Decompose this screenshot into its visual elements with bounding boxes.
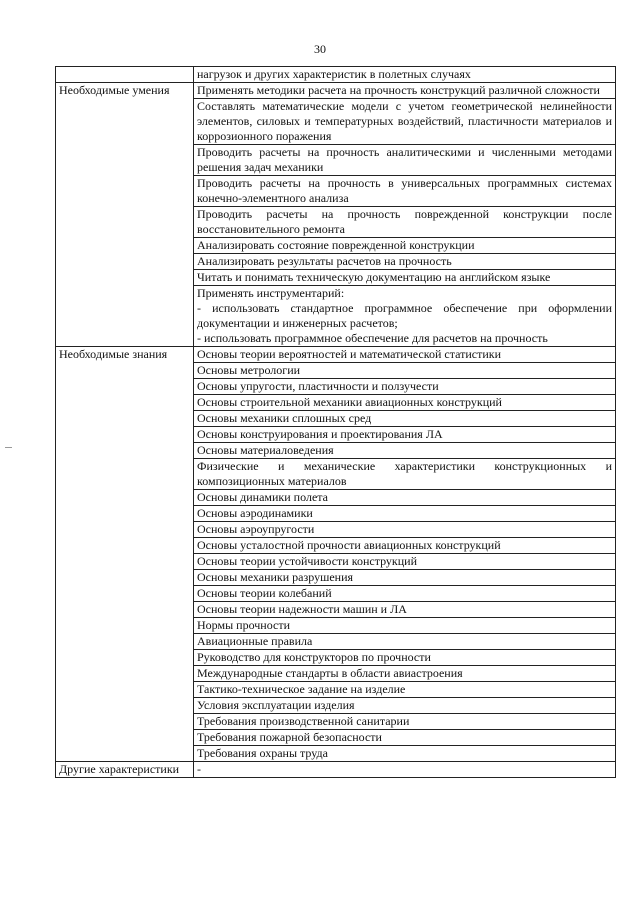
row-item: Основы строительной механики авиационных конструкций [194, 395, 616, 411]
row-item: Основы теории колебаний [194, 586, 616, 602]
row-item: Требования производственной санитарии [194, 714, 616, 730]
row-item: Составлять математические модели с учетом геометрической нелинейности элементов, силовых и температурных воздействий, пластичности материалов и коррозионного поражения [194, 99, 616, 145]
table-body [56, 67, 616, 778]
row-item: Нормы прочности [194, 618, 616, 634]
row-item: Основы аэроупругости [194, 522, 616, 538]
row-item-line: - использовать стандартное программное обеспечение при оформлении документации и инженерных расчетов; [197, 301, 612, 330]
row-item-line: Применять инструментарий: [197, 286, 345, 300]
row-item: Основы механики разрушения [194, 570, 616, 586]
row-item: Читать и понимать техническую документацию на английском языке [194, 270, 616, 286]
row-item: Проводить расчеты на прочность в универсальных программных системах конечно-элементного анализа [194, 176, 616, 207]
row-item: Основы теории устойчивости конструкций [194, 554, 616, 570]
row-item: Основы упругости, пластичности и ползучести [194, 379, 616, 395]
row-item-line: - использовать программное обеспечение для расчетов на прочность [197, 331, 548, 345]
row-item: Основы метрологии [194, 363, 616, 379]
row-item: Тактико-техническое задание на изделие [194, 682, 616, 698]
row-label: Необходимые умения [56, 83, 194, 347]
row-item: Основы механики сплошных сред [194, 411, 616, 427]
row-label: Необходимые знания [56, 347, 194, 762]
row-item: Анализировать состояние поврежденной конструкции [194, 238, 616, 254]
qualification-table [55, 66, 616, 778]
row-item: Авиационные правила [194, 634, 616, 650]
row-item [194, 286, 616, 347]
table-row [56, 347, 616, 363]
row-item: Основы теории надежности машин и ЛА [194, 602, 616, 618]
row-item: Руководство для конструкторов по прочности [194, 650, 616, 666]
row-item: Основы аэродинамики [194, 506, 616, 522]
row-item: Основы динамики полета [194, 490, 616, 506]
table-row [56, 762, 616, 778]
row-item: Требования охраны труда [194, 746, 616, 762]
row-item: Анализировать результаты расчетов на прочность [194, 254, 616, 270]
row-item: Международные стандарты в области авиастроения [194, 666, 616, 682]
row-item: Проводить расчеты на прочность аналитическими и численными методами решения задач механики [194, 145, 616, 176]
table-row [56, 67, 616, 83]
row-item: Проводить расчеты на прочность поврежденной конструкции после восстановительного ремонта [194, 207, 616, 238]
page-number: 30 [314, 42, 326, 56]
row-item: Основы материаловедения [194, 443, 616, 459]
row-label [56, 67, 194, 83]
row-label: Другие характеристики [56, 762, 194, 778]
row-item: Требования пожарной безопасности [194, 730, 616, 746]
row-item: нагрузок и других характеристик в полетных случаях [194, 67, 616, 83]
row-item: Основы конструирования и проектирования ЛА [194, 427, 616, 443]
row-item: Основы теории вероятностей и математической статистики [194, 347, 616, 363]
row-item: Физические и механические характеристики конструкционных и композиционных материалов [194, 459, 616, 490]
table-row [56, 83, 616, 99]
row-item: Применять методики расчета на прочность конструкций различной сложности [194, 83, 616, 99]
margin-mark [5, 447, 12, 448]
row-item: Основы усталостной прочности авиационных конструкций [194, 538, 616, 554]
row-item: - [194, 762, 616, 778]
row-item: Условия эксплуатации изделия [194, 698, 616, 714]
